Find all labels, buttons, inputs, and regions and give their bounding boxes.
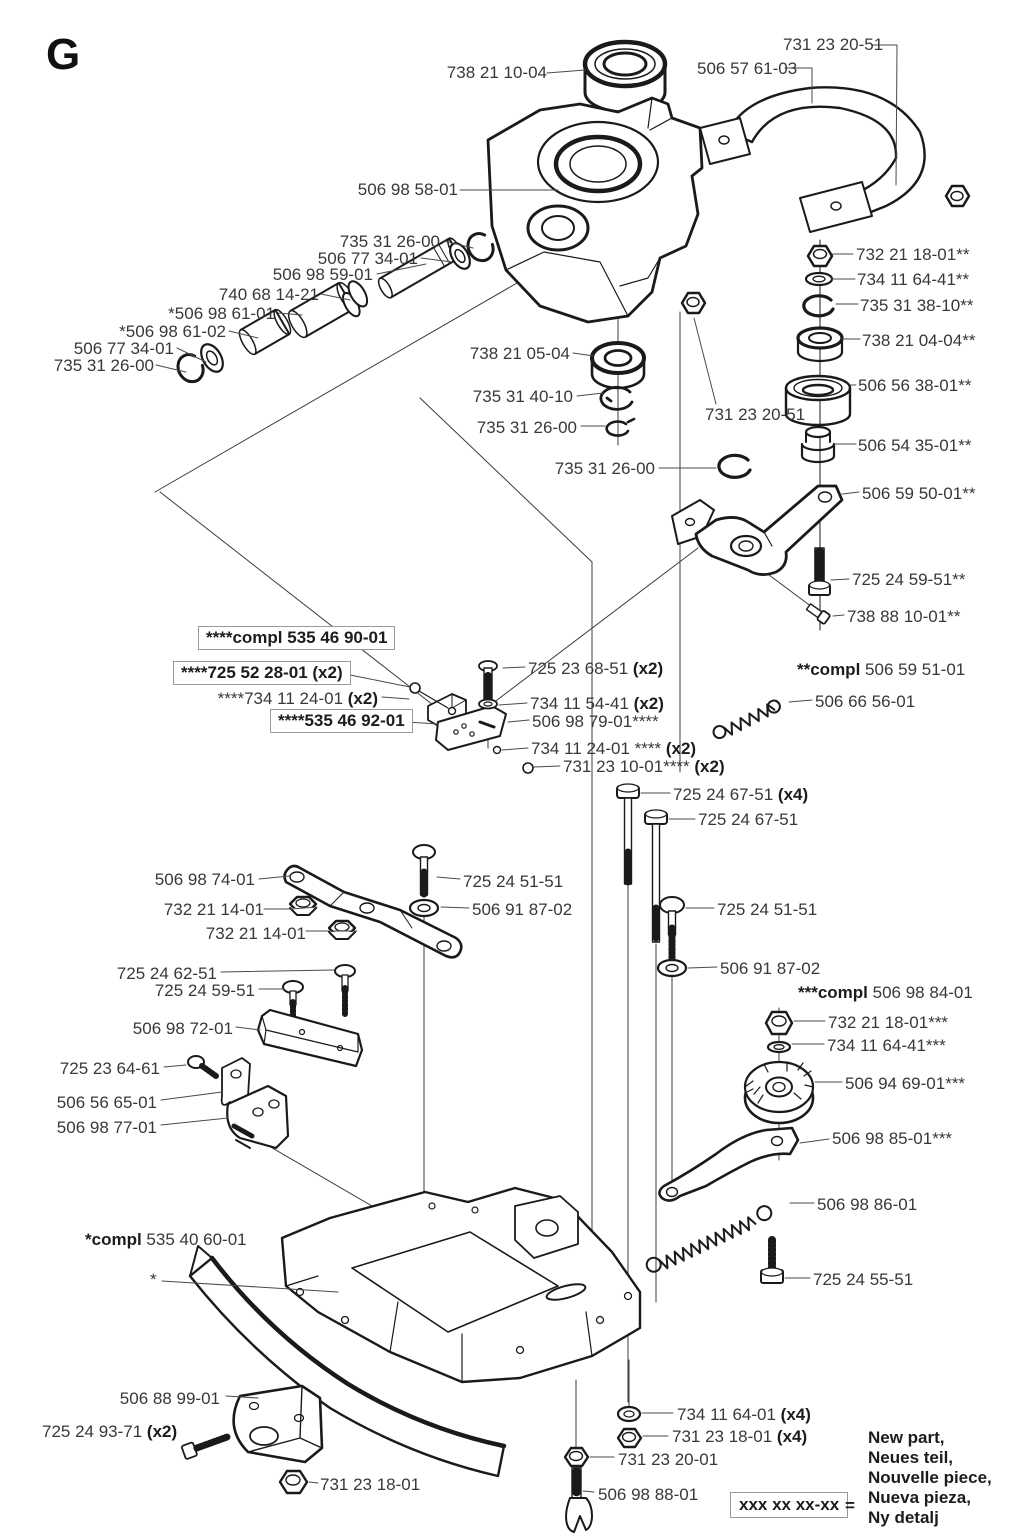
part-label-L57: 506 98 77-01 bbox=[56, 1118, 157, 1137]
part-label-L60: *compl 535 40 60-01 bbox=[85, 1230, 247, 1249]
part-label-L32: 725 23 68-51 (x2) bbox=[528, 659, 664, 678]
support-clamp bbox=[700, 87, 925, 232]
part-label-L12: 506 77 34-01 bbox=[73, 339, 174, 358]
part-label-L09: 740 68 14-21 bbox=[218, 285, 319, 304]
part-label-L23: 735 31 26-00 bbox=[476, 418, 577, 437]
part-label-L58: 506 98 85-01*** bbox=[832, 1129, 953, 1148]
part-label-L41: 506 98 74-01 bbox=[154, 870, 255, 889]
part-label-L18: 506 56 38-01** bbox=[858, 376, 972, 395]
part-label-L56: 506 56 65-01 bbox=[56, 1093, 157, 1112]
bolt-and-washer bbox=[658, 897, 686, 976]
flange-nut bbox=[290, 897, 316, 915]
part-label-L49: 725 24 59-51 bbox=[154, 981, 255, 1000]
idler-bracket-cluster bbox=[410, 661, 533, 773]
long-spring bbox=[644, 1204, 774, 1276]
part-label-L35: 734 11 24-01 **** (x2) bbox=[531, 739, 697, 758]
part-label-L10: *506 98 61-01 bbox=[168, 304, 275, 323]
part-label-L36: 731 23 10-01**** (x2) bbox=[563, 757, 725, 776]
gearbox-housing bbox=[488, 98, 702, 322]
pulley-stack bbox=[745, 1012, 813, 1123]
part-label-L65: 731 23 18-01 bbox=[320, 1475, 421, 1494]
legend-equals: = bbox=[845, 1496, 855, 1515]
legend-line: Neues teil, bbox=[868, 1448, 954, 1468]
bolt-and-washer bbox=[410, 845, 438, 916]
part-label-L08: 506 98 59-01 bbox=[272, 265, 373, 284]
flange-nut bbox=[329, 921, 355, 939]
part-label-L31: ****535 46 92-01 bbox=[270, 709, 413, 733]
part-label-L21: 738 21 05-04 bbox=[469, 344, 570, 363]
part-label-L43: 732 21 14-01 bbox=[163, 900, 264, 919]
part-label-L46: 725 24 51-51 bbox=[717, 900, 818, 919]
bolt bbox=[809, 548, 830, 595]
part-label-L14: 732 21 18-01** bbox=[856, 245, 970, 264]
part-label-L48: 725 24 62-51 bbox=[116, 964, 217, 983]
bolt bbox=[761, 1240, 783, 1283]
part-label-L03: 731 23 20-51 bbox=[783, 35, 884, 54]
part-label-L27: 738 88 10-01** bbox=[847, 607, 961, 626]
part-label-L51: 506 98 72-01 bbox=[132, 1019, 233, 1038]
legend-code-box: xxx xx xx-xx bbox=[730, 1492, 848, 1518]
part-label-L45: 732 21 14-01 bbox=[205, 924, 306, 943]
part-label-L30: ****734 11 24-01 (x2) bbox=[217, 689, 378, 708]
part-label-L40: 725 24 67-51 bbox=[698, 810, 799, 829]
part-label-L06: 735 31 26-00 bbox=[339, 232, 440, 251]
part-label-L50: ***compl 506 98 84-01 bbox=[798, 983, 973, 1002]
part-label-L22: 735 31 40-10 bbox=[472, 387, 573, 406]
part-label-L26: 725 24 59-51** bbox=[852, 570, 966, 589]
nut-under-housing bbox=[682, 293, 705, 313]
legend-line: Nueva pieza, bbox=[868, 1488, 971, 1508]
spacer-cup bbox=[802, 427, 834, 462]
part-label-L19: 731 23 20-51 bbox=[705, 405, 806, 424]
legend-line: Ny detalj bbox=[868, 1508, 939, 1528]
part-label-L20: 506 54 35-01** bbox=[858, 436, 972, 455]
part-label-L25: 506 59 50-01** bbox=[862, 484, 976, 503]
clip-bracket-cluster bbox=[188, 1056, 288, 1148]
part-label-L16: 735 31 38-10** bbox=[860, 296, 974, 315]
part-label-L11: *506 98 61-02 bbox=[119, 322, 226, 341]
part-label-L28: ****compl 535 46 90-01 bbox=[198, 626, 395, 650]
part-label-L63: 506 88 99-01 bbox=[119, 1389, 220, 1408]
small-spring bbox=[711, 697, 782, 742]
part-label-L04: 506 57 61-03 bbox=[697, 59, 798, 78]
pulley-bracket-arm bbox=[659, 1128, 798, 1201]
part-label-L33: 734 11 54-41 (x2) bbox=[530, 694, 664, 713]
nut-top-right bbox=[946, 186, 969, 206]
spacer-block-cluster bbox=[258, 965, 362, 1066]
long-bolt-2 bbox=[645, 810, 667, 942]
part-label-L68: 731 23 20-01 bbox=[618, 1450, 719, 1469]
part-label-L64: 725 24 93-71 (x2) bbox=[42, 1422, 178, 1441]
part-label-L15: 734 11 64-41** bbox=[857, 270, 970, 289]
part-label-L39: 725 24 67-51 (x4) bbox=[673, 785, 809, 804]
circlip bbox=[719, 455, 750, 477]
clevis-bolt bbox=[566, 1468, 592, 1532]
part-label-L59: 506 98 86-01 bbox=[817, 1195, 918, 1214]
part-label-L66: 734 11 64-01 (x4) bbox=[677, 1405, 811, 1424]
legend-line: New part, bbox=[868, 1428, 945, 1447]
part-label-L29: ****725 52 28-01 (x2) bbox=[173, 661, 351, 685]
small-screw bbox=[805, 602, 830, 624]
section-letter: G bbox=[46, 30, 81, 79]
part-label-L07: 506 77 34-01 bbox=[317, 249, 418, 268]
part-label-L38: 506 66 56-01 bbox=[815, 692, 916, 711]
part-label-L44: 506 91 87-02 bbox=[472, 900, 573, 919]
part-label-L69: 506 98 88-01 bbox=[598, 1485, 699, 1504]
long-bolt-1 bbox=[617, 784, 639, 884]
part-label-L54: 725 23 64-61 bbox=[59, 1059, 160, 1078]
part-label-L67: 731 23 18-01 (x4) bbox=[672, 1427, 808, 1446]
part-label-L61: * bbox=[150, 1270, 157, 1289]
bearing-mid-stack bbox=[592, 343, 644, 436]
part-label-L42: 725 24 51-51 bbox=[463, 872, 564, 891]
part-label-L62: 725 24 55-51 bbox=[813, 1270, 914, 1289]
part-label-L55: 506 94 69-01*** bbox=[845, 1074, 966, 1093]
part-label-L17: 738 21 04-04** bbox=[862, 331, 976, 350]
part-label-L02: 738 21 10-04 bbox=[446, 63, 547, 82]
bolt bbox=[181, 1430, 229, 1459]
part-label-L37: **compl 506 59 51-01 bbox=[797, 660, 966, 679]
part-label-L05: 506 98 58-01 bbox=[357, 180, 458, 199]
lock-nut bbox=[280, 1471, 307, 1493]
part-label-L52: 732 21 18-01*** bbox=[828, 1013, 949, 1032]
part-label-L53: 734 11 64-41*** bbox=[827, 1036, 946, 1055]
part-label-L13: 735 31 26-00 bbox=[53, 356, 154, 375]
legend-line: Nouvelle piece, bbox=[868, 1468, 992, 1488]
part-label-L34: 506 98 79-01**** bbox=[532, 712, 659, 731]
part-label-L47: 506 91 87-02 bbox=[720, 959, 821, 978]
part-label-L24: 735 31 26-00 bbox=[554, 459, 655, 478]
